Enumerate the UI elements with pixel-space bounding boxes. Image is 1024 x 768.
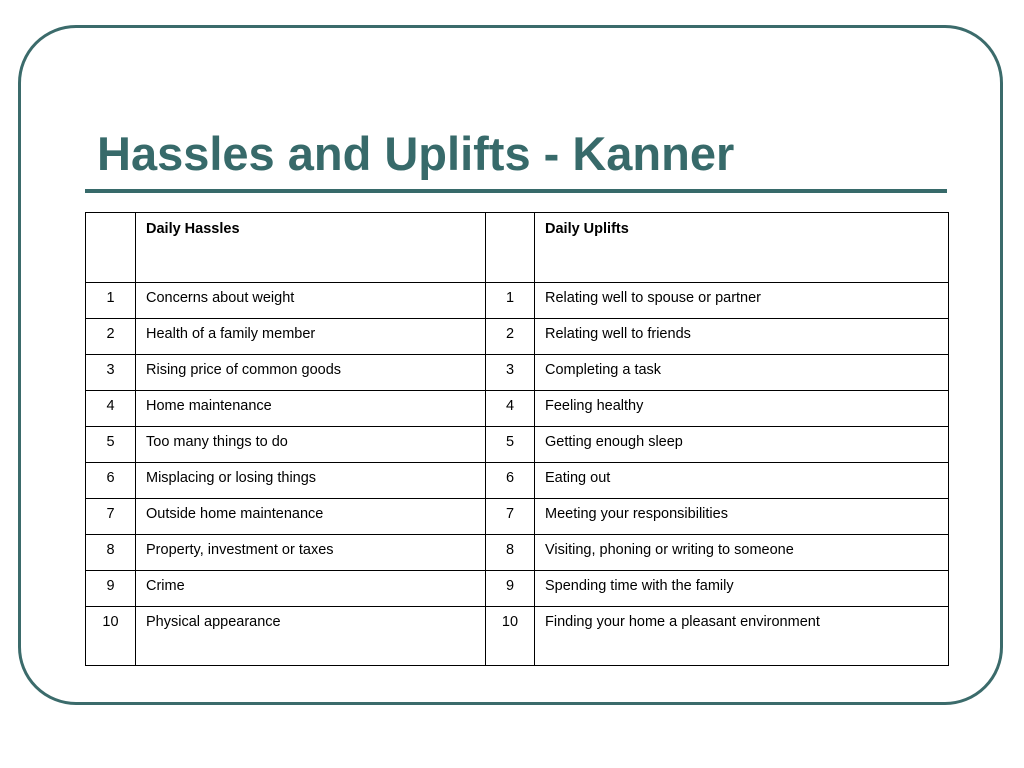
hassle-text: Too many things to do xyxy=(136,427,486,463)
uplift-number: 1 xyxy=(486,283,535,319)
hassle-text: Home maintenance xyxy=(136,391,486,427)
uplift-text: Getting enough sleep xyxy=(535,427,949,463)
hassle-text: Crime xyxy=(136,571,486,607)
uplift-text: Relating well to spouse or partner xyxy=(535,283,949,319)
uplift-text: Completing a task xyxy=(535,355,949,391)
hassle-text: Misplacing or losing things xyxy=(136,463,486,499)
uplift-number: 3 xyxy=(486,355,535,391)
slide-title: Hassles and Uplifts - Kanner xyxy=(97,127,735,180)
uplift-number: 4 xyxy=(486,391,535,427)
hassle-text: Outside home maintenance xyxy=(136,499,486,535)
hassle-number: 4 xyxy=(86,391,136,427)
table-row xyxy=(86,463,949,499)
uplift-number: 2 xyxy=(486,319,535,355)
hassle-text: Physical appearance xyxy=(136,607,486,666)
hassle-number: 5 xyxy=(86,427,136,463)
hassle-number: 3 xyxy=(86,355,136,391)
uplift-text: Meeting your responsibilities xyxy=(535,499,949,535)
uplift-number: 8 xyxy=(486,535,535,571)
hassle-text: Rising price of common goods xyxy=(136,355,486,391)
title-underline xyxy=(85,189,947,193)
uplift-text: Spending time with the family xyxy=(535,571,949,607)
hassle-number: 8 xyxy=(86,535,136,571)
hassle-number: 1 xyxy=(86,283,136,319)
table-header-row xyxy=(86,213,949,283)
table-row xyxy=(86,607,949,666)
uplift-number: 6 xyxy=(486,463,535,499)
uplift-number: 10 xyxy=(486,607,535,666)
uplift-number: 9 xyxy=(486,571,535,607)
header-daily-hassles: Daily Hassles xyxy=(136,213,486,283)
header-hassle-number xyxy=(86,213,136,283)
uplift-number: 5 xyxy=(486,427,535,463)
uplift-text: Finding your home a pleasant environment xyxy=(535,607,949,666)
uplift-text: Feeling healthy xyxy=(535,391,949,427)
hassle-number: 7 xyxy=(86,499,136,535)
header-uplift-number xyxy=(486,213,535,283)
table-row xyxy=(86,571,949,607)
table-row xyxy=(86,391,949,427)
hassle-text: Health of a family member xyxy=(136,319,486,355)
table-row xyxy=(86,535,949,571)
uplift-text: Eating out xyxy=(535,463,949,499)
table-row xyxy=(86,427,949,463)
hassle-number: 2 xyxy=(86,319,136,355)
uplift-text: Relating well to friends xyxy=(535,319,949,355)
header-daily-uplifts: Daily Uplifts xyxy=(535,213,949,283)
table-row xyxy=(86,319,949,355)
hassle-number: 6 xyxy=(86,463,136,499)
hassle-text: Concerns about weight xyxy=(136,283,486,319)
hassles-uplifts-table xyxy=(85,212,949,666)
hassle-number: 9 xyxy=(86,571,136,607)
hassle-text: Property, investment or taxes xyxy=(136,535,486,571)
uplift-number: 7 xyxy=(486,499,535,535)
table-row xyxy=(86,499,949,535)
hassle-number: 10 xyxy=(86,607,136,666)
table-row xyxy=(86,355,949,391)
table-row xyxy=(86,283,949,319)
uplift-text: Visiting, phoning or writing to someone xyxy=(535,535,949,571)
